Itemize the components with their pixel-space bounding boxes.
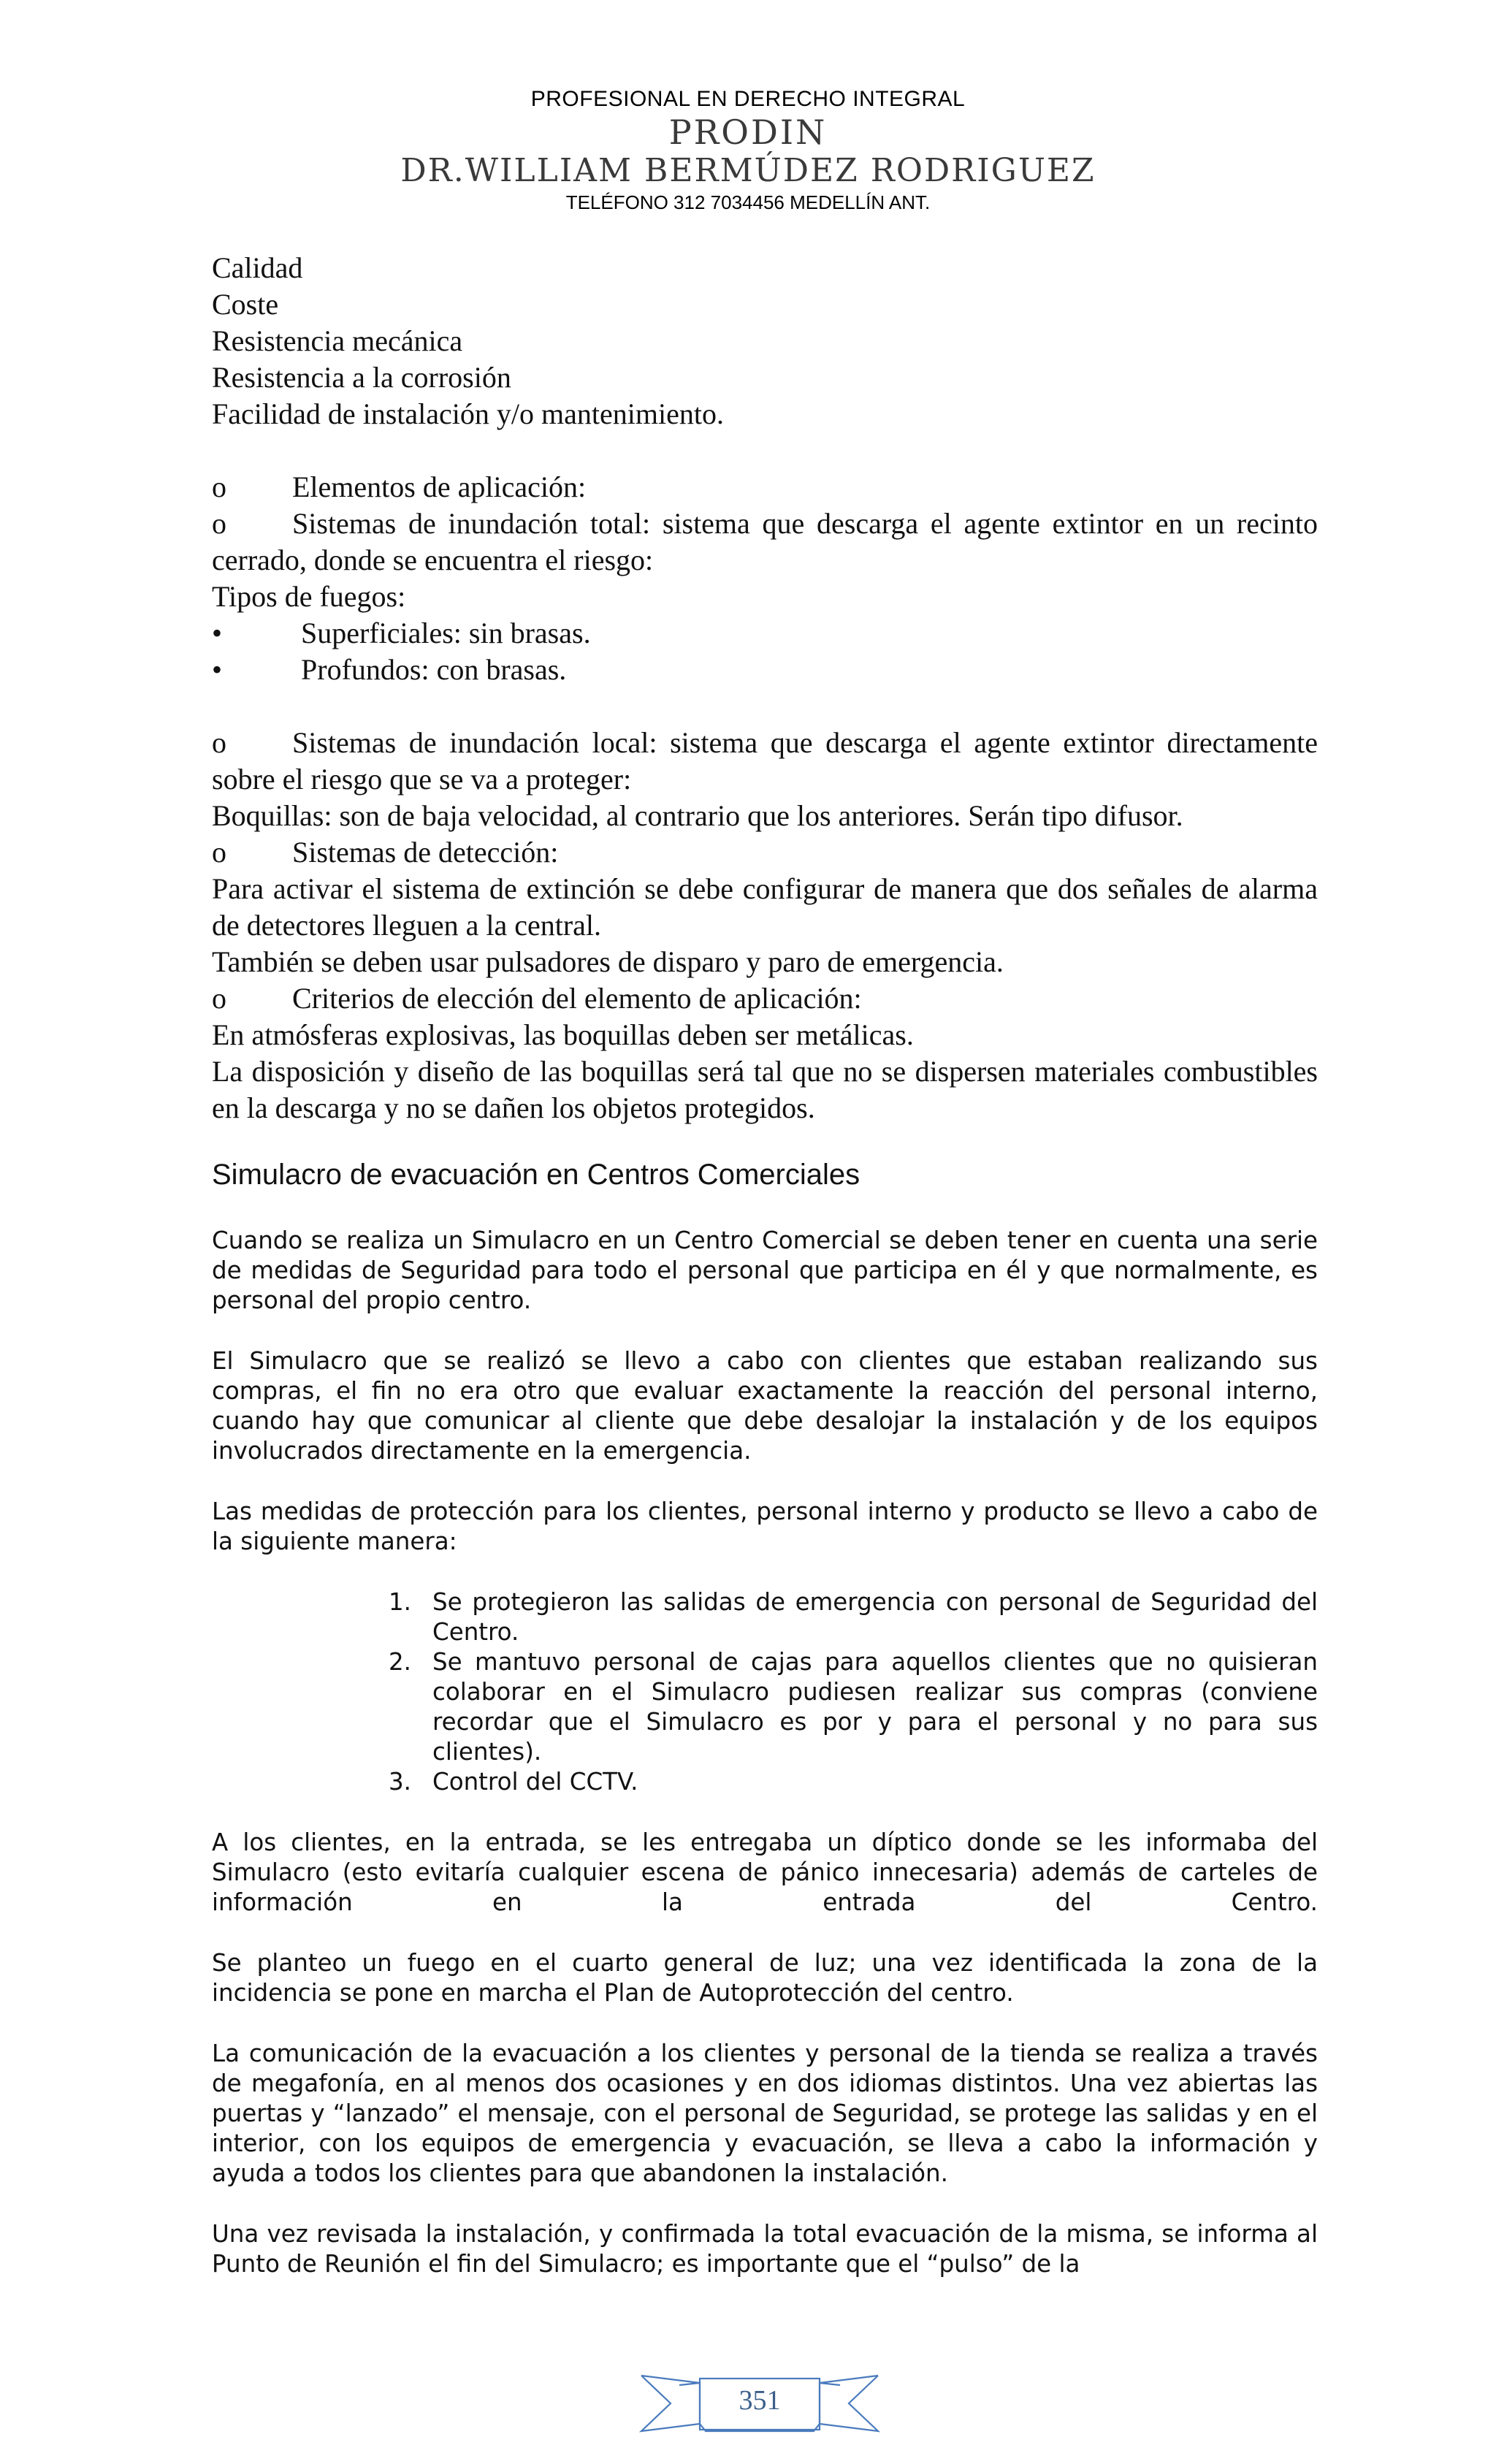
header-phone: TELÉFONO 312 7034456 MEDELLÍN ANT. (565, 191, 931, 213)
elementos-heading: o Elementos de aplicación: (212, 469, 1318, 506)
deteccion-heading: o Sistemas de detección: (212, 834, 1318, 871)
criteria-item: Facilidad de instalación y/o mantenimiento. (212, 397, 724, 430)
sans-section (212, 1226, 1318, 2279)
criteria-item: Calidad (212, 251, 303, 284)
bullet-marker: • (212, 653, 223, 686)
list-marker: o (212, 982, 226, 1015)
paragraph: El Simulacro que se realizó se llevo a cabo con clientes que estaban realizando sus compras, el fin no era otro que evaluar exactamente la reacción del personal interno, cuando hay que comunicar al cliente que debe desalojar la instalación y de los equipos involucrados directamente en la emergencia. (212, 1347, 1318, 1465)
list-number: 1. (389, 1588, 412, 1616)
activar-paragraph: Para activar el sistema de extinción se debe configurar de manera que dos señales de alarma de detectores lleguen a la central. (212, 872, 1318, 942)
list-item: 1. Se protegieron las salidas de emergencia con personal de Seguridad del Centro. (389, 1588, 1318, 1646)
bullet-item: • Superficiales: sin brasas. (212, 615, 1318, 652)
serif-section (212, 250, 1318, 1126)
criteria-item: Resistencia a la corrosión (212, 361, 511, 394)
list-item: 2. Se mantuvo personal de cajas para aquellos clientes que no quisieran colaborar en el Simulacro pudiesen realizar sus compras (conviene recordar que el Simulacro es por y para el personal y no para sus clientes). (389, 1648, 1318, 1766)
list-marker: o (212, 507, 226, 540)
criteria-item: Coste (212, 288, 279, 321)
inundacion-total-paragraph: o Sistemas de inundación total: sistema que descarga el agente extintor en un recinto cerrado, donde se encuentra el riesgo: (212, 507, 1318, 576)
pulsadores-paragraph: También se deben usar pulsadores de disparo y paro de emergencia. (212, 945, 1004, 978)
page-footer (636, 2367, 884, 2440)
page-number: 351 (739, 2385, 781, 2416)
measures-list (212, 1587, 1318, 1797)
page-header (0, 86, 1496, 215)
list-item: 3. Control del CCTV. (389, 1768, 638, 1796)
paragraph: La comunicación de la evacuación a los clientes y personal de la tienda se realiza a través de megafonía, en al menos dos ocasiones y en dos idiomas distintos. Una vez abiertas las puertas y “lanzado” el mensaje, con el personal de Seguridad, se protege las salidas y en el interior, con los equipos de emergencia y evacuación, se lleva a cabo la información y ayuda a todos los clientes para que abandonen la instalación. (212, 2040, 1318, 2187)
list-marker: o (212, 836, 226, 869)
list-marker: o (212, 470, 226, 503)
section-title: Simulacro de evacuación en Centros Comerciales (212, 1159, 860, 1191)
bullet-item: • Profundos: con brasas. (212, 652, 1318, 688)
boquillas-paragraph: Boquillas: son de baja velocidad, al contrario que los anteriores. Serán tipo difusor. (212, 799, 1183, 832)
header-author: DR.WILLIAM BERMÚDEZ RODRIGUEZ (400, 152, 1096, 189)
paragraph: Las medidas de protección para los clientes, personal interno y producto se llevo a cabo de la siguiente manera: (212, 1498, 1318, 1555)
criterios-heading: o Criterios de elección del elemento de aplicación: (212, 980, 1318, 1017)
list-number: 3. (389, 1768, 412, 1796)
paragraph: Se planteo un fuego en el cuarto general de luz; una vez identificada la zona de la incidencia se pone en marcha el Plan de Autoprotección del centro. (212, 1949, 1318, 2007)
disposicion-paragraph: La disposición y diseño de las boquillas será tal que no se dispersen materiales combustibles en la descarga y no se dañen los objetos protegidos. (212, 1055, 1318, 1124)
inundacion-local-paragraph: o Sistemas de inundación local: sistema que descarga el agente extintor directamente sobre el riesgo que se va a proteger: (212, 726, 1318, 796)
header-brand: PRODIN (668, 112, 828, 152)
page-content (212, 250, 1318, 2310)
criteria-item: Resistencia mecánica (212, 324, 463, 357)
tipos-heading: Tipos de fuegos: (212, 580, 406, 613)
bullet-marker: • (212, 617, 223, 649)
list-marker: o (212, 726, 226, 759)
paragraph: A los clientes, en la entrada, se les entregaba un díptico donde se les informaba del Simulacro (esto evitaría cualquier escena de pánico innecesaria) además de carteles de información en la entrada del Centro. (212, 1828, 1318, 1916)
paragraph: Una vez revisada la instalación, y confirmada la total evacuación de la misma, se informa al Punto de Reunión el fin del Simulacro; es importante que el “pulso” de la (212, 2220, 1318, 2278)
header-profession: PROFESIONAL EN DERECHO INTEGRAL (530, 87, 966, 111)
list-number: 2. (389, 1648, 412, 1676)
paragraph: Cuando se realiza un Simulacro en un Centro Comercial se deben tener en cuenta una serie de medidas de Seguridad para todo el personal que participa en él y que normalmente, es personal del propio centro. (212, 1227, 1318, 1314)
atmosferas-paragraph: En atmósferas explosivas, las boquillas deben ser metálicas. (212, 1018, 914, 1051)
